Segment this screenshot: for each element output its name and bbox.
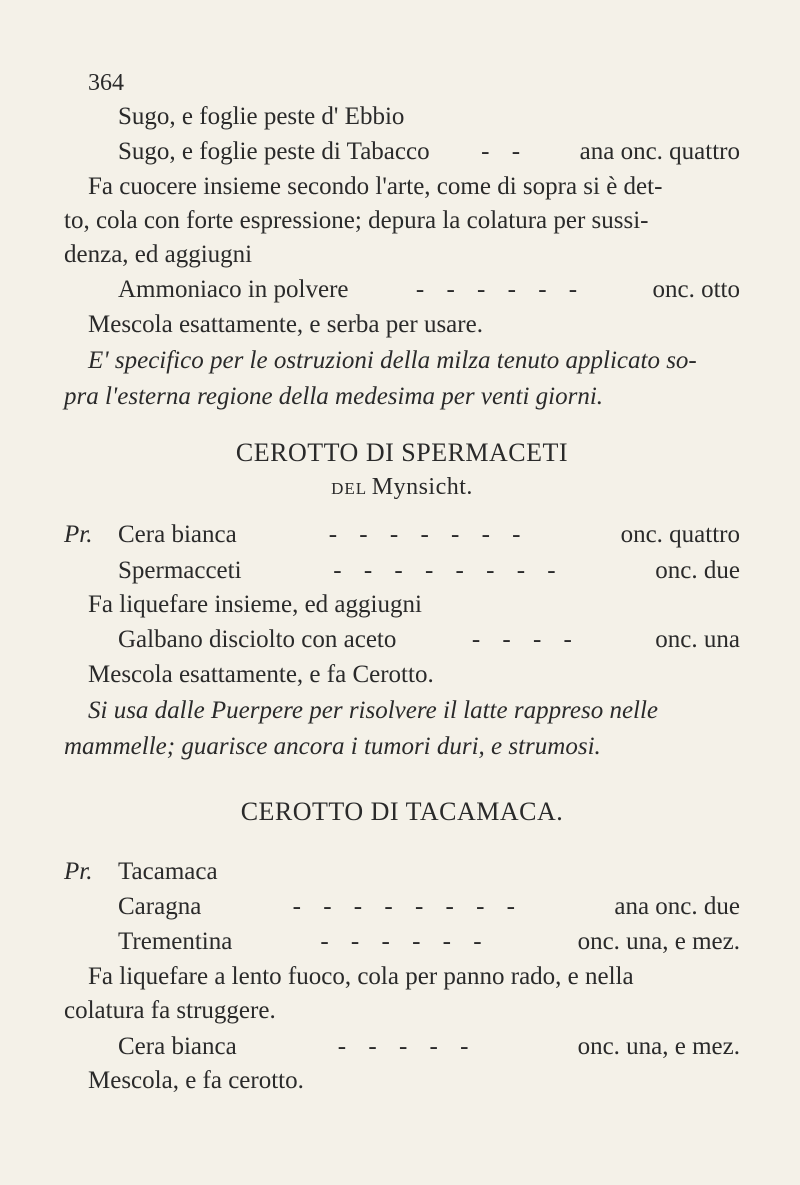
ingredient-quantity: ana onc. quattro: [579, 138, 740, 165]
recipe1-line1: Sugo, e foglie peste d' Ebbio: [118, 103, 405, 130]
recipe3-ingredient-line: [118, 890, 740, 924]
ingredient-name: Sugo, e foglie peste di Tabacco: [118, 138, 430, 165]
leader-dashes: - - - - - - -: [328, 521, 529, 548]
recipe3-ingredient-line: [118, 1030, 740, 1064]
ingredient-name: Cera bianca: [118, 521, 237, 548]
recipe2-note: Si usa dalle Puerpere per risolvere il latte rappreso nelle: [88, 697, 659, 724]
leader-dashes: - - - - - -: [320, 928, 490, 955]
ingredient-quantity: onc. otto: [652, 276, 740, 303]
ingredient-name: Cera bianca: [118, 1033, 237, 1060]
recipe2-text: Fa liquefare insieme, ed aggiugni: [88, 591, 422, 618]
recipe2-title: CEROTTO DI SPERMACETI: [235, 438, 569, 467]
ingredient-name: Ammoniaco in polvere: [118, 276, 349, 303]
ingredient-name: Galbano disciolto con aceto: [118, 626, 397, 653]
page-number: 364: [88, 70, 124, 96]
recipe3-text: colatura fa struggere.: [64, 997, 276, 1024]
recipe2-subtitle: [64, 470, 740, 506]
leader-dashes: - -: [481, 138, 529, 165]
recipe1-ingredient-line: [118, 273, 740, 307]
recipe2-ingredient-line: [118, 554, 740, 588]
recipe1-note: E' specifico per le ostruzioni della milza tenuto applicato so-: [88, 347, 697, 374]
leader-dashes: - - - - - - - -: [292, 893, 523, 920]
ingredient-name: Trementina: [118, 928, 233, 955]
recipe1-ingredient-line: [118, 135, 740, 169]
recipe3-ingredient-line: [118, 925, 740, 959]
ingredient-name: Caragna: [118, 893, 202, 920]
recipe2-note: mammelle; guarisce ancora i tumori duri, e strumosi.: [64, 733, 601, 760]
recipe1-text: Mescola esattamente, e serba per usare.: [88, 311, 483, 338]
ingredient-quantity: onc. due: [655, 557, 740, 584]
recipe-prefix: Pr.: [64, 521, 93, 548]
recipe2-ingredient-line: [118, 518, 740, 552]
recipe-prefix: Pr.: [64, 858, 93, 885]
ingredient-quantity: onc. una: [655, 626, 740, 653]
ingredient-quantity: onc. una, e mez.: [577, 1033, 740, 1060]
recipe1-text: to, cola con forte espressione; depura la colatura per sussi-: [64, 207, 649, 234]
recipe3-text: Mescola, e fa cerotto.: [88, 1067, 304, 1094]
leader-dashes: - - - - - - - -: [333, 557, 564, 584]
ingredient-quantity: onc. una, e mez.: [577, 928, 740, 955]
leader-dashes: - - - - -: [337, 1033, 477, 1060]
recipe3-title: CEROTTO DI TACAMACA.: [240, 797, 564, 826]
leader-dashes: - - - -: [471, 626, 580, 653]
ingredient-quantity: onc. quattro: [620, 521, 740, 548]
recipe2-text: Mescola esattamente, e fa Cerotto.: [88, 661, 434, 688]
recipe3-text: Fa liquefare a lento fuoco, cola per panno rado, e nella: [88, 963, 634, 990]
subtitle-prefix: DEL: [331, 479, 367, 498]
recipe1-note: pra l'esterna regione della medesima per venti giorni.: [64, 383, 604, 410]
ingredient-name: Tacamaca: [118, 858, 218, 885]
leader-dashes: - - - - - -: [415, 276, 586, 303]
recipe1-text: Fa cuocere insieme secondo l'arte, come di sopra si è det-: [88, 173, 663, 200]
recipe1-text: denza, ed aggiugni: [64, 241, 253, 268]
ingredient-name: Spermacceti: [118, 557, 242, 584]
ingredient-quantity: ana onc. due: [614, 893, 740, 920]
recipe2-ingredient-line: [118, 623, 740, 657]
subtitle-author: Mynsicht.: [371, 474, 473, 500]
